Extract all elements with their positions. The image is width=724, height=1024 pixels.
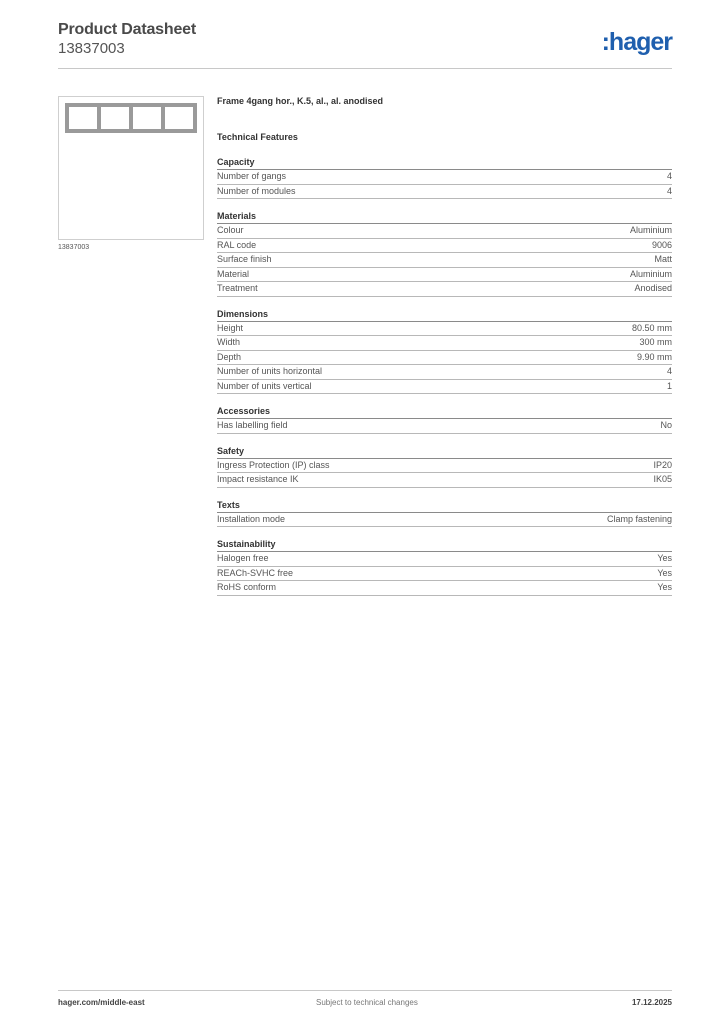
feature-row (217, 239, 672, 254)
feature-label: REACh-SVHC free (217, 567, 294, 578)
feature-value: 4 (666, 171, 672, 181)
feature-label: Height (217, 322, 244, 333)
header-divider (58, 68, 672, 69)
section-heading: Sustainability (217, 538, 672, 552)
feature-value: Clamp fastening (606, 513, 672, 524)
feature-label: Colour (217, 225, 244, 235)
feature-value: 4 (666, 366, 672, 376)
feature-value: 9.90 mm (636, 351, 672, 362)
feature-label: Treatment (217, 283, 258, 293)
feature-value: Aluminium (629, 225, 672, 235)
feature-label: Material (217, 268, 250, 279)
section-dimensions (217, 308, 672, 395)
feature-value: 300 mm (639, 337, 672, 347)
feature-label: RoHS conform (217, 582, 277, 592)
footer-divider (58, 990, 672, 991)
footer-notice: Subject to technical changes (316, 998, 418, 1007)
feature-label: Number of units vertical (217, 380, 312, 391)
feature-value: 1 (666, 380, 672, 391)
frame-gang (133, 107, 161, 129)
section-heading: Accessories (217, 405, 672, 419)
feature-label: Installation mode (217, 513, 286, 524)
feature-label: Width (217, 337, 241, 347)
feature-value: Anodised (634, 283, 672, 293)
feature-label: Surface finish (217, 254, 272, 264)
feature-row (217, 351, 672, 366)
feature-row (217, 185, 672, 200)
feature-label: Ingress Protection (IP) class (217, 459, 330, 470)
feature-row (217, 365, 672, 380)
feature-row (217, 581, 672, 596)
feature-row (217, 322, 672, 337)
technical-content (217, 94, 672, 596)
feature-row (217, 459, 672, 474)
feature-label: Number of gangs (217, 171, 287, 181)
section-sustainability (217, 538, 672, 596)
feature-row (217, 473, 672, 488)
features-sections (217, 156, 672, 596)
section-accessories (217, 405, 672, 434)
footer-website-link[interactable]: hager.com/middle-east (58, 998, 145, 1007)
feature-value: 9006 (651, 239, 672, 250)
hager-logo: :hager (601, 28, 672, 56)
frame-gang (165, 107, 193, 129)
technical-features-heading: Technical Features (217, 132, 298, 142)
frame-gang (101, 107, 129, 129)
feature-label: Number of units horizontal (217, 366, 323, 376)
feature-row (217, 268, 672, 283)
feature-value: 4 (666, 185, 672, 196)
feature-label: Number of modules (217, 185, 296, 196)
feature-value: 80.50 mm (631, 322, 672, 333)
feature-label: Depth (217, 351, 242, 362)
feature-row (217, 224, 672, 239)
feature-value: Yes (657, 567, 672, 578)
feature-label: RAL code (217, 239, 257, 250)
feature-value: IK05 (653, 474, 672, 484)
feature-row (217, 380, 672, 395)
section-heading: Dimensions (217, 308, 672, 322)
feature-value: No (660, 420, 672, 430)
feature-row (217, 170, 672, 185)
image-caption: 13837003 (58, 244, 90, 251)
footer-date: 17.12.2025 (631, 998, 672, 1007)
feature-row (217, 513, 672, 528)
frame-4gang-image (65, 103, 197, 133)
feature-value: Matt (654, 254, 672, 264)
section-texts (217, 499, 672, 528)
feature-value: Yes (657, 582, 672, 592)
frame-gang (69, 107, 97, 129)
product-title: Frame 4gang hor., K.5, al., al. anodised (217, 96, 384, 106)
feature-row (217, 567, 672, 582)
feature-label: Halogen free (217, 553, 269, 563)
feature-value: IP20 (653, 459, 672, 470)
section-heading: Capacity (217, 156, 672, 170)
section-heading: Texts (217, 499, 672, 513)
section-heading: Safety (217, 445, 672, 459)
section-heading: Materials (217, 210, 672, 224)
section-capacity (217, 156, 672, 199)
product-image (58, 96, 204, 240)
section-safety (217, 445, 672, 488)
feature-label: Has labelling field (217, 420, 288, 430)
feature-row (217, 419, 672, 434)
product-code: 13837003 (58, 40, 125, 57)
feature-row (217, 336, 672, 351)
page-title: Product Datasheet (58, 21, 196, 38)
feature-row (217, 253, 672, 268)
feature-row (217, 552, 672, 567)
feature-label: Impact resistance IK (217, 474, 299, 484)
feature-value: Yes (657, 553, 672, 563)
section-materials (217, 210, 672, 297)
feature-row (217, 282, 672, 297)
feature-value: Aluminium (629, 268, 672, 279)
